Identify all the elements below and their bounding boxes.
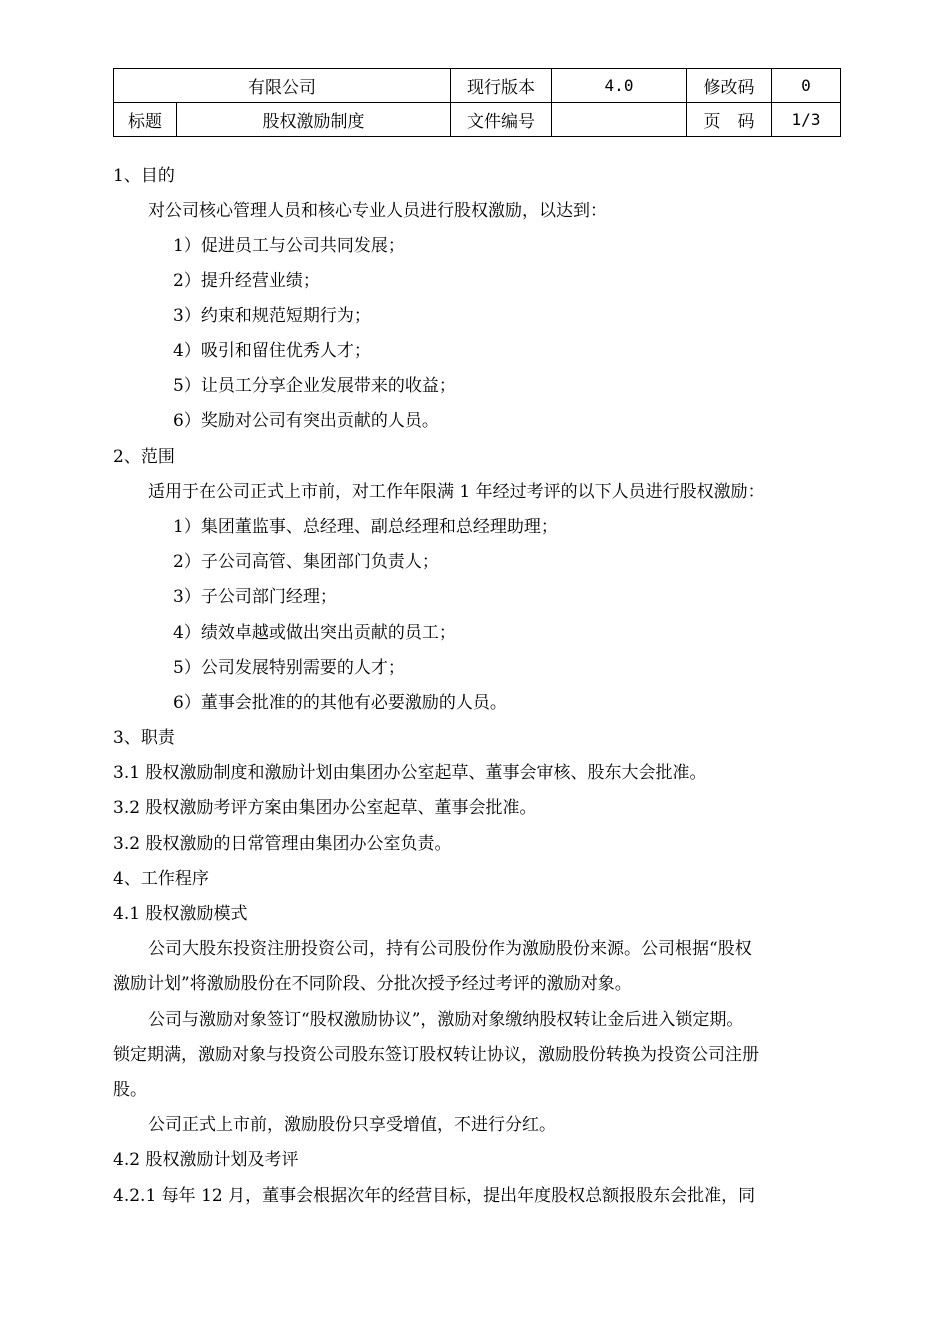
section-2-item: 6）董事会批准的的其他有必要激励的人员。 (173, 693, 507, 713)
section-2-item: 2）子公司高管、集团部门负责人； (173, 552, 439, 572)
file-number-value (552, 103, 687, 137)
section-4-1-paragraph-1-line-2: 激励计划”将激励股份在不同阶段、分批次授予经过考评的激励对象。 (113, 974, 632, 994)
header-row-1 (114, 69, 841, 103)
section-3-item: 3.2 股权激励的日常管理由集团办公室负责。 (113, 834, 452, 854)
section-1-title: 1、目的 (113, 166, 175, 186)
section-2-title: 2、范围 (113, 447, 175, 467)
section-1-item: 5）让员工分享企业发展带来的收益； (173, 376, 456, 396)
company-name: 有限公司 (114, 69, 451, 103)
header-row-2 (114, 103, 841, 137)
section-1-item: 3）约束和规范短期行为； (173, 306, 371, 326)
file-number-label: 文件编号 (451, 103, 552, 137)
section-4-1-title: 4.1 股权激励模式 (113, 904, 248, 924)
section-3-item: 3.2 股权激励考评方案由集团办公室起草、董事会批准。 (113, 798, 537, 818)
section-1-item: 6）奖励对公司有突出贡献的人员。 (173, 411, 439, 431)
page-value: 1/3 (772, 103, 841, 137)
section-4-1-paragraph-2-line-2: 锁定期满，激励对象与投资公司股东签订股权转让协议，激励股份转换为投资公司注册 (113, 1045, 759, 1065)
section-4-1-paragraph-3: 公司正式上市前，激励股份只享受增值，不进行分红。 (148, 1115, 556, 1135)
section-4-1-paragraph-2-line-3: 股。 (113, 1080, 147, 1100)
section-1-intro: 对公司核心管理人员和核心专业人员进行股权激励，以达到： (148, 201, 607, 221)
section-4-2-title: 4.2 股权激励计划及考评 (113, 1150, 299, 1170)
section-4-1-paragraph-2-line-1: 公司与激励对象签订“股权激励协议”，激励对象缴纳股权转让金后进入锁定期。 (148, 1010, 744, 1030)
section-3-item: 3.1 股权激励制度和激励计划由集团办公室起草、董事会审核、股东大会批准。 (113, 763, 707, 783)
section-4-2-1-text: 4.2.1 每年 12 月，董事会根据次年的经营目标，提出年度股权总额报股东会批准，同 (113, 1186, 756, 1206)
section-2-item: 5）公司发展特别需要的人才； (173, 658, 405, 678)
section-2-intro: 适用于在公司正式上市前，对工作年限满 1 年经过考评的以下人员进行股权激励： (148, 482, 765, 502)
revision-value: 0 (772, 69, 841, 103)
page-label: 页 码 (687, 103, 772, 137)
section-4-1-paragraph-1-line-1: 公司大股东投资注册投资公司，持有公司股份作为激励股份来源。公司根据“股权 (148, 939, 752, 959)
document-header-table (113, 68, 841, 137)
section-1-item: 1）促进员工与公司共同发展； (173, 236, 405, 256)
revision-label: 修改码 (687, 69, 772, 103)
title-label: 标题 (114, 103, 177, 137)
section-1-item: 2）提升经营业绩； (173, 271, 320, 291)
section-4-title: 4、工作程序 (113, 869, 209, 889)
section-2-item: 1）集团董监事、总经理、副总经理和总经理助理； (173, 517, 558, 537)
section-2-item: 3）子公司部门经理； (173, 587, 337, 607)
title-value: 股权激励制度 (177, 103, 451, 137)
section-2-item: 4）绩效卓越或做出突出贡献的员工； (173, 623, 456, 643)
section-3-title: 3、职责 (113, 728, 175, 748)
current-version-value: 4.0 (552, 69, 687, 103)
current-version-label: 现行版本 (451, 69, 552, 103)
section-1-item: 4）吸引和留住优秀人才； (173, 341, 371, 361)
